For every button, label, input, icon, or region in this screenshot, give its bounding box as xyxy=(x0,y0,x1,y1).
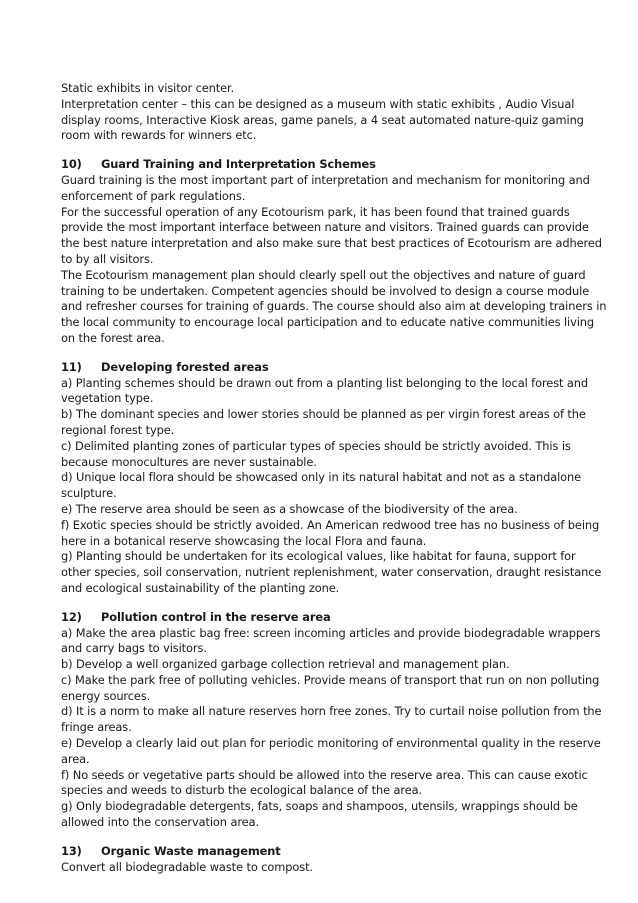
text-line: c) Delimited planting zones of particular types of species should be strictly avoided. This is xyxy=(61,438,571,453)
text-line: here in a botanical reserve showcasing the local Flora and fauna. xyxy=(61,533,427,548)
section-title: Guard Training and Interpretation Schemes xyxy=(101,157,376,172)
text-line: regional forest type. xyxy=(61,422,175,437)
text-line: b) The dominant species and lower stories should be planned as per virgin forest areas of the xyxy=(61,407,586,422)
text-line: f) Exotic species should be strictly avoided. An American redwood tree has no business of being xyxy=(61,517,600,532)
text-line: d) It is a norm to make all nature reserves horn free zones. Try to curtail noise pollution from the xyxy=(61,704,602,719)
section-title: Pollution control in the reserve area xyxy=(101,609,331,624)
text-line: area. xyxy=(61,751,90,766)
section-11 xyxy=(61,359,602,597)
text-line: vegetation type. xyxy=(61,391,154,406)
section-title: Developing forested areas xyxy=(101,359,269,374)
text-line: Guard training is the most important part of interpretation and mechanism for monitoring and xyxy=(61,172,590,187)
text-line: and ecological sustainability of the planting zone. xyxy=(61,580,340,595)
section-number: 11) xyxy=(61,359,82,374)
section-heading xyxy=(61,610,583,626)
text-line: c) Make the park free of polluting vehicles. Provide means of transport that run on non polluting xyxy=(61,672,600,687)
text-line: g) Only biodegradable detergents, fats, soaps and shampoos, utensils, wrappings should be xyxy=(61,799,578,814)
section-13 xyxy=(61,844,583,876)
text-line: and carry bags to visitors. xyxy=(61,641,207,656)
text-line: the best nature interpretation and also make sure that best practices of Ecotourism are adhered xyxy=(61,236,602,251)
text-line: energy sources. xyxy=(61,688,151,703)
text-line: display rooms, Interactive Kiosk areas, game panels, a 4 seat automated nature-quiz gaming xyxy=(61,112,584,127)
text-line: For the successful operation of any Ecotourism park, it has been found that trained guards xyxy=(61,204,570,219)
text-line: a) Planting schemes should be drawn out from a planting list belonging to the local forest and xyxy=(61,375,589,390)
section-number: 10) xyxy=(61,157,82,172)
section-heading xyxy=(61,157,583,173)
text-line: The Ecotourism management plan should clearly spell out the objectives and nature of guard xyxy=(61,267,586,282)
section-number: 12) xyxy=(61,609,82,624)
text-line: e) Develop a clearly laid out plan for periodic monitoring of environmental quality in the reserve xyxy=(61,736,601,751)
text-line: the local community to encourage local participation and to educate native communities living xyxy=(61,315,595,330)
section-heading xyxy=(61,844,583,860)
text-line: Convert all biodegradable waste to compost. xyxy=(61,859,313,874)
section-number: 13) xyxy=(61,843,82,858)
section-title: Organic Waste management xyxy=(101,843,281,858)
text-line: room with rewards for winners etc. xyxy=(61,128,257,143)
text-line: b) Develop a well organized garbage collection retrieval and management plan. xyxy=(61,657,510,672)
text-line: other species, soil conservation, nutrient replenishment, water conservation, draught resistance xyxy=(61,565,602,580)
text-line: training to be undertaken. Competent agencies should be involved to design a course module xyxy=(61,283,590,298)
text-line: and refresher courses for training of guards. The course should also aim at developing trainers in xyxy=(61,299,607,314)
text-line: on the forest area. xyxy=(61,330,165,345)
section-12 xyxy=(61,609,602,831)
text-line: allowed into the conservation area. xyxy=(61,815,259,830)
text-line: to by all visitors. xyxy=(61,251,154,266)
section-heading xyxy=(61,360,583,376)
text-line: Interpretation center – this can be designed as a museum with static exhibits , Audio Visual xyxy=(61,96,575,111)
section-10 xyxy=(61,157,607,347)
text-line: provide the most important interface between nature and visitors. Trained guards can provide xyxy=(61,220,589,235)
text-line: Static exhibits in visitor center. xyxy=(61,81,235,95)
text-line: d) Unique local flora should be showcased only in its natural habitat and not as a standalone xyxy=(61,470,582,485)
text-line: because monocultures are never sustainable. xyxy=(61,454,317,469)
document-page xyxy=(61,81,607,875)
text-line: g) Planting should be undertaken for its ecological values, like habitat for fauna, support for xyxy=(61,549,576,564)
text-line: fringe areas. xyxy=(61,720,132,735)
text-line: sculpture. xyxy=(61,486,117,501)
intro-paragraph xyxy=(61,81,583,144)
text-line: enforcement of park regulations. xyxy=(61,188,246,203)
text-line: a) Make the area plastic bag free: screen incoming articles and provide biodegradable wrappers xyxy=(61,625,601,640)
text-line: f) No seeds or vegetative parts should be allowed into the reserve area. This can cause exotic xyxy=(61,767,588,782)
text-line: e) The reserve area should be seen as a showcase of the biodiversity of the area. xyxy=(61,501,518,516)
text-line: species and weeds to disturb the ecological balance of the area. xyxy=(61,783,423,798)
